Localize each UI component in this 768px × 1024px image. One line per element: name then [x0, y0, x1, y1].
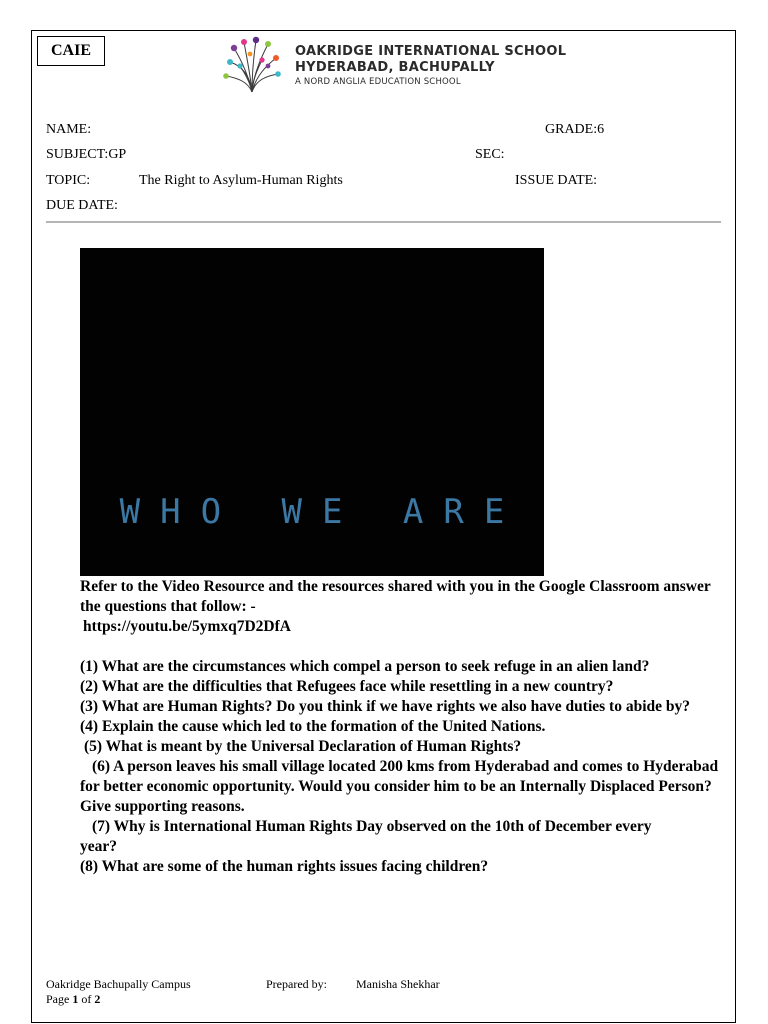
issue-date-field-label: ISSUE DATE: [515, 173, 598, 188]
topic-value: The Right to Asylum-Human Rights [139, 173, 343, 188]
school-location: HYDERABAD, BACHUPALLY [295, 60, 495, 75]
assignment-content [80, 577, 730, 877]
video-title-text: WHO WE ARE [119, 492, 525, 532]
question-2: (2) What are the difficulties that Refugees face while resettling in a new country? [80, 678, 614, 695]
question-3: (3) What are Human Rights? Do you think if we have rights we also have duties to abide by? [80, 698, 691, 715]
school-name: OAKRIDGE INTERNATIONAL SCHOOL [295, 44, 567, 59]
header-divider [46, 221, 721, 223]
question-7: (7) Why is International Human Rights Day observed on the 10th of December every year? [80, 818, 652, 855]
footer-prepared-by-label: Prepared by: [266, 977, 327, 991]
video-link[interactable]: https://youtu.be/5ymxq7D2DfA [83, 618, 291, 635]
instructions-text: Refer to the Video Resource and the resources shared with you in the Google Classroom answer the questions that follow: - [80, 578, 711, 615]
footer-prepared-by-name: Manisha Shekhar [356, 977, 440, 991]
page-of: of [81, 992, 92, 1006]
question-8: (8) What are some of the human rights issues facing children? [80, 858, 489, 875]
school-logo-icon [222, 36, 282, 98]
page-current: 1 [72, 992, 79, 1006]
page-prefix: Page [46, 992, 70, 1006]
question-4: (4) Explain the cause which led to the formation of the United Nations. [80, 718, 546, 735]
footer-campus: Oakridge Bachupally Campus [46, 977, 191, 991]
question-6: (6) A person leaves his small village located 200 kms from Hyderabad and comes to Hyderabad for better economic opportunity. Would you consider him to be an Internally Displaced Person? Give supporting reasons. [80, 758, 719, 815]
video-thumbnail[interactable] [80, 248, 544, 576]
name-field-label: NAME: [46, 122, 92, 137]
page-total: 2 [94, 992, 101, 1006]
footer-page-number [46, 992, 100, 1006]
school-name-block [295, 44, 566, 89]
caie-badge: CAIE [37, 36, 105, 66]
section-field-label: SEC: [475, 147, 505, 162]
grade-field-label: GRADE:6 [545, 122, 605, 137]
subject-field-label: SUBJECT:GP [46, 147, 127, 162]
school-affiliation: A NORD ANGLIA EDUCATION SCHOOL [295, 77, 461, 87]
question-1: (1) What are the circumstances which compel a person to seek refuge in an alien land? [80, 658, 650, 675]
due-date-field-label: DUE DATE: [46, 198, 118, 213]
question-5: (5) What is meant by the Universal Declaration of Human Rights? [84, 738, 522, 755]
topic-field-label: TOPIC: [46, 173, 91, 188]
